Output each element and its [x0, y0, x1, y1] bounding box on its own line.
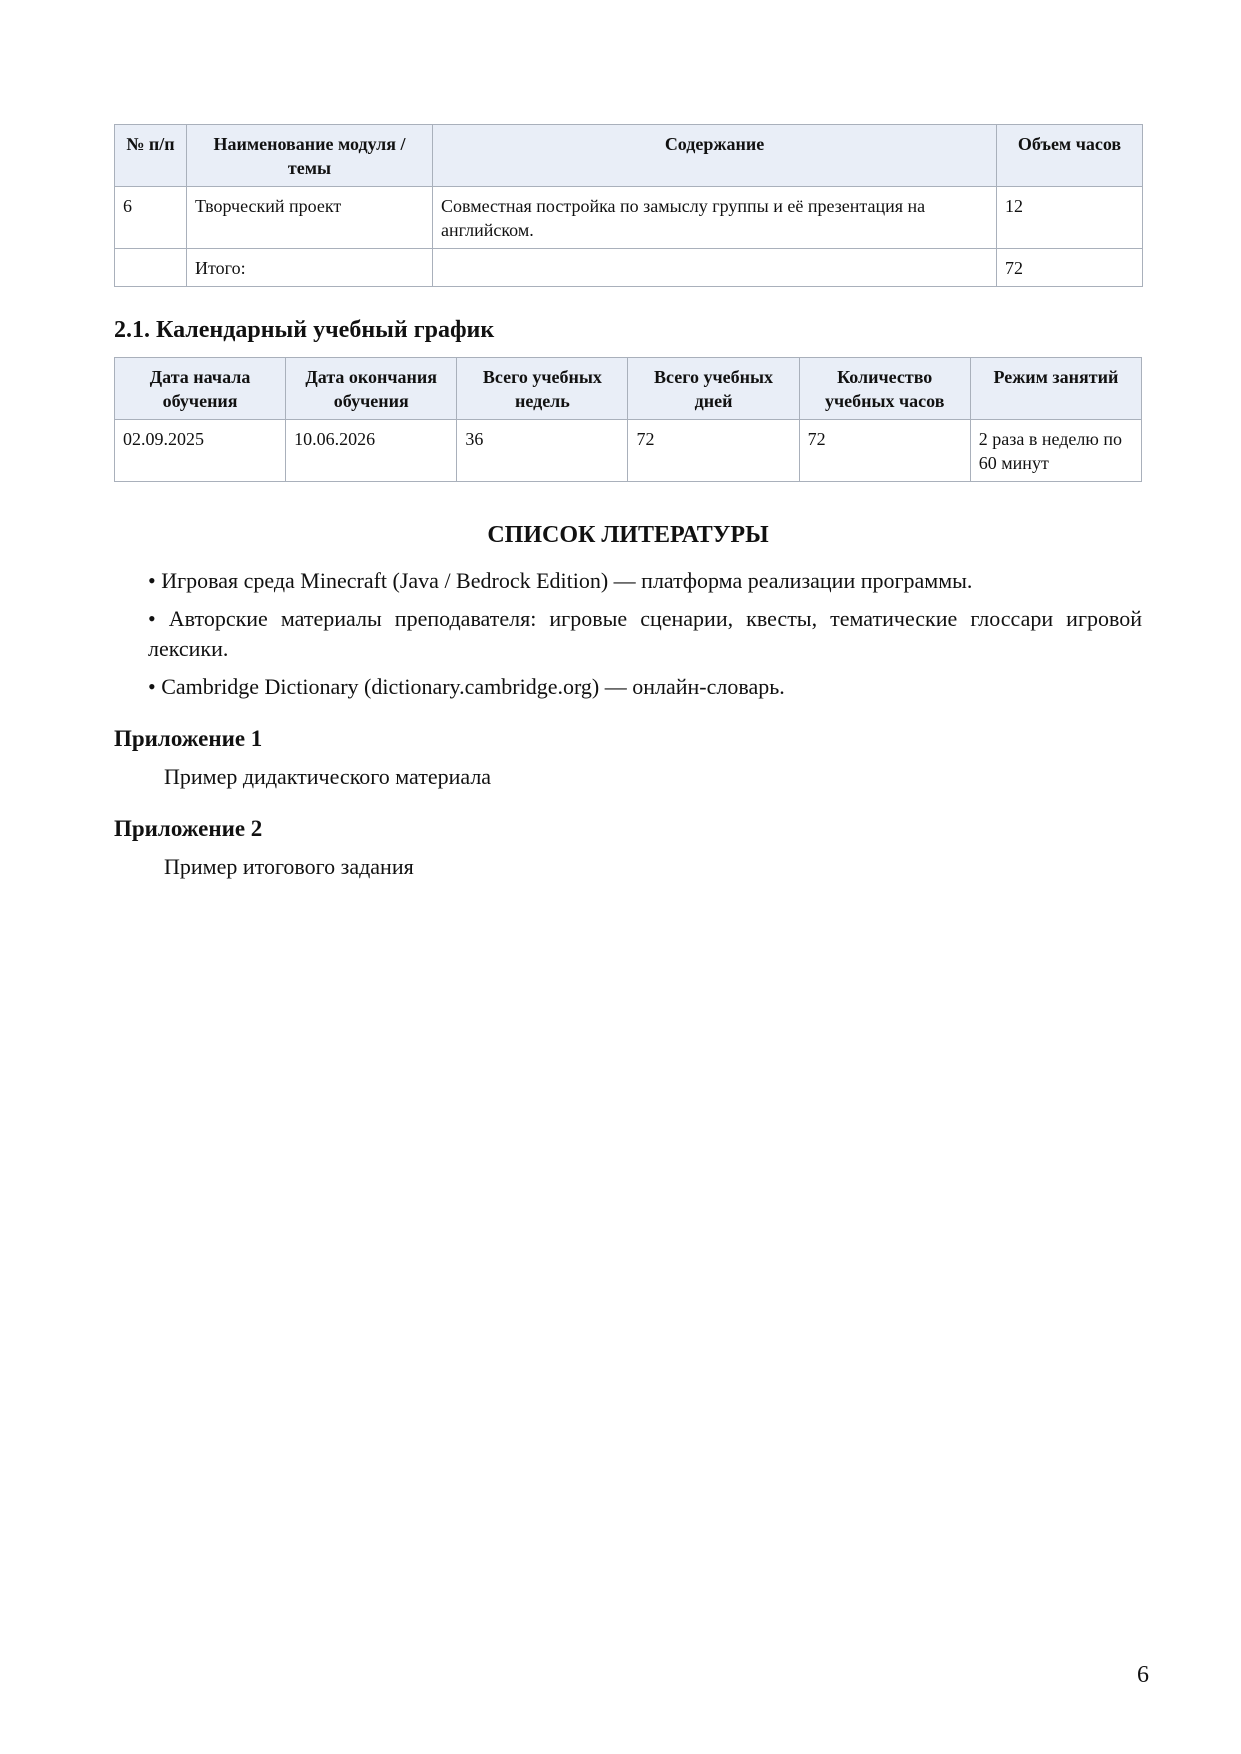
table-cell: 72	[799, 420, 970, 482]
header-cell: Дата окончания обучения	[286, 358, 457, 420]
document-page	[114, 124, 1142, 882]
header-cell: Количество учебных часов	[799, 358, 970, 420]
table-row	[115, 249, 1143, 287]
header-cell: Всего учебных недель	[457, 358, 628, 420]
table-cell: 72	[997, 249, 1143, 287]
header-cell: Всего учебных дней	[628, 358, 799, 420]
schedule-heading: 2.1. Календарный учебный график	[114, 317, 495, 343]
appendix-text: Пример дидактического материала	[164, 764, 492, 789]
table-cell: 10.06.2026	[286, 420, 457, 482]
literature-item: • Авторские материалы преподавателя: игровые сценарии, квесты, тематические глоссари игровой лексики.	[148, 606, 1142, 661]
appendix-title: Приложение 2	[114, 816, 263, 841]
table-cell: 12	[997, 187, 1143, 249]
table-cell: 2 раза в неделю по 60 минут	[970, 420, 1141, 482]
table-cell: Итого:	[187, 249, 433, 287]
table-header-row	[115, 125, 1143, 187]
table-cell: 36	[457, 420, 628, 482]
modules-table	[114, 124, 1143, 287]
literature-item: • Cambridge Dictionary (dictionary.cambridge.org) — онлайн-словарь.	[148, 674, 785, 699]
table-cell: 6	[115, 187, 187, 249]
appendix-text: Пример итогового задания	[164, 854, 414, 879]
table-cell: 72	[628, 420, 799, 482]
table-cell: 02.09.2025	[115, 420, 286, 482]
table-cell	[115, 249, 187, 287]
page-number: 6	[1137, 1662, 1149, 1688]
schedule-table	[114, 357, 1142, 482]
header-cell: Объем часов	[997, 125, 1143, 187]
appendix-title: Приложение 1	[114, 726, 263, 751]
header-cell: Содержание	[433, 125, 997, 187]
table-header-row	[115, 358, 1142, 420]
header-cell: Дата начала обучения	[115, 358, 286, 420]
literature-item: • Игровая среда Minecraft (Java / Bedrock Edition) — платформа реализации программы.	[148, 568, 973, 593]
header-cell: Режим занятий	[970, 358, 1141, 420]
table-row	[115, 187, 1143, 249]
table-cell	[433, 249, 997, 287]
header-cell: Наименование модуля / темы	[187, 125, 433, 187]
table-cell: Творческий проект	[187, 187, 433, 249]
table-cell: Совместная постройка по замыслу группы и её презентация на английском.	[433, 187, 997, 249]
header-cell: № п/п	[115, 125, 187, 187]
table-row	[115, 420, 1142, 482]
literature-title: СПИСОК ЛИТЕРАТУРЫ	[487, 522, 769, 548]
